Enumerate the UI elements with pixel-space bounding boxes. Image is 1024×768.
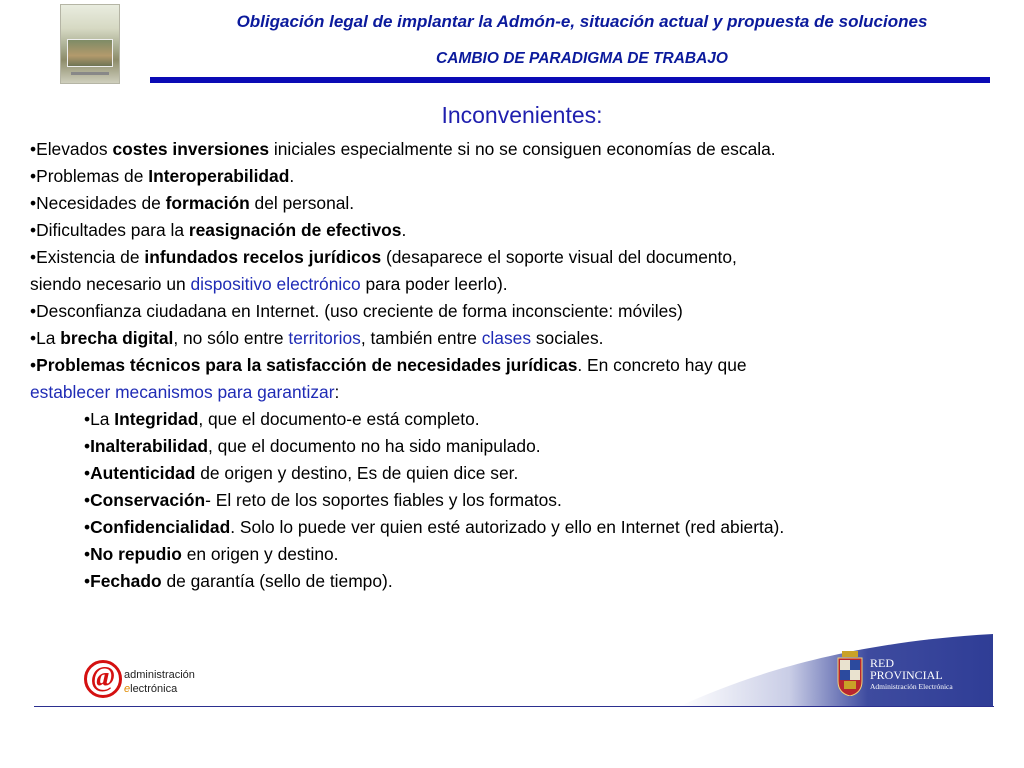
bullet-text: : [334, 382, 340, 402]
bullet-text: siendo necesario un [30, 274, 191, 294]
sub-bullet-item [30, 433, 1015, 460]
highlighted-term: clases [481, 328, 532, 348]
bullet-text: (desaparece el soporte visual del documento, [381, 247, 737, 267]
bullet-text: •La [30, 328, 61, 348]
bullet-text: •Dificultades para la [30, 220, 189, 240]
bold-term: formación [165, 193, 250, 213]
bullet-text: , también entre [360, 328, 482, 348]
bullet-item [30, 271, 1015, 298]
highlighted-term: establecer mecanismos para garantizar [30, 382, 335, 402]
bullet-text: •Necesidades de [30, 193, 166, 213]
sub-bullet-item [30, 406, 1015, 433]
bullet-text: • [84, 517, 91, 537]
bold-term: brecha digital [60, 328, 174, 348]
bold-term: infundados recelos jurídicos [144, 247, 382, 267]
bullet-list [30, 136, 1015, 595]
bullet-text: iniciales especialmente si no se consiguen economías de escala. [269, 139, 776, 159]
header-rule [150, 77, 990, 83]
bullet-text: , que el documento-e está completo. [198, 409, 480, 429]
bullet-text: •Existencia de [30, 247, 145, 267]
red-provincial-logo: RED PROVINCIAL Administración Electrónica [870, 656, 953, 691]
bullet-text: . [289, 166, 295, 186]
bullet-item [30, 325, 1015, 352]
bullet-text: •Problemas de [30, 166, 149, 186]
logo-text-line2: electrónica [124, 683, 178, 695]
bullet-text: • [84, 571, 91, 591]
book-cover-thumbnail [60, 4, 120, 84]
bold-term: Autenticidad [90, 463, 196, 483]
bullet-text: de garantía (sello de tiempo). [161, 571, 393, 591]
bullet-item [30, 136, 1015, 163]
bold-term: Confidencialidad [90, 517, 231, 537]
bold-term: No repudio [90, 544, 182, 564]
bullet-text: en origen y destino. [181, 544, 339, 564]
bullet-text: •Elevados [30, 139, 113, 159]
bullet-text: - El reto de los soportes fiables y los formatos. [205, 490, 562, 510]
logo-text-line1: administración [124, 669, 195, 681]
sub-bullet-item [30, 541, 1015, 568]
bullet-text: , no sólo entre [173, 328, 289, 348]
bold-term: Conservación [90, 490, 206, 510]
bullet-text: . En concreto hay que [577, 355, 747, 375]
slide-title: Obligación legal de implantar la Admón-e, situación actual y propuesta de soluciones [236, 12, 928, 31]
administracion-electronica-logo [84, 660, 224, 702]
bullet-text: • [84, 463, 91, 483]
bullet-text: del personal. [249, 193, 355, 213]
footer-rule [34, 706, 994, 707]
sub-bullet-item [30, 487, 1015, 514]
bold-term: Inalterabilidad [90, 436, 208, 456]
cover-landscape-graphic [67, 39, 113, 67]
bullet-text: • [84, 436, 91, 456]
bullet-item [30, 352, 1015, 379]
sub-bullet-item [30, 514, 1015, 541]
bullet-text: sociales. [531, 328, 604, 348]
bullet-text: • [84, 490, 91, 510]
coat-of-arms-icon [836, 651, 864, 696]
bullet-item [30, 298, 1015, 325]
highlighted-term: dispositivo electrónico [190, 274, 361, 294]
sub-bullet-item [30, 460, 1015, 487]
bold-term: Integridad [114, 409, 199, 429]
bullet-item [30, 217, 1015, 244]
bullet-text: , que el documento no ha sido manipulado. [208, 436, 541, 456]
bullet-text: • [30, 355, 37, 375]
bold-term: reasignación de efectivos [188, 220, 402, 240]
bullet-text: . [401, 220, 407, 240]
bullet-text: • [84, 544, 91, 564]
sub-bullet-item [30, 568, 1015, 595]
at-sign-logo-icon: @ [84, 660, 122, 698]
bold-term: Problemas técnicos para la satisfacción de necesidades jurídicas [36, 355, 578, 375]
bold-term: Fechado [90, 571, 162, 591]
bullet-text: para poder leerlo). [360, 274, 508, 294]
bullet-text: . Solo lo puede ver quien esté autorizado y ello en Internet (red abierta). [230, 517, 785, 537]
bullet-item [30, 379, 1015, 406]
bullet-item [30, 244, 1015, 271]
bullet-text: de origen y destino, Es de quien dice ser. [195, 463, 519, 483]
bold-term: costes inversiones [112, 139, 270, 159]
bold-term: Interoperabilidad [148, 166, 290, 186]
bullet-item [30, 163, 1015, 190]
section-heading: Inconvenientes: [441, 102, 603, 128]
slide-subtitle: CAMBIO DE PARADIGMA DE TRABAJO [436, 50, 728, 67]
bullet-text: •Desconfianza ciudadana en Internet. (uso creciente de forma inconsciente: móviles) [30, 301, 683, 321]
bullet-text: •La [84, 409, 115, 429]
cover-title-graphic [65, 9, 115, 31]
bullet-item [30, 190, 1015, 217]
highlighted-term: territorios [288, 328, 361, 348]
cover-footer-graphic [71, 72, 109, 75]
